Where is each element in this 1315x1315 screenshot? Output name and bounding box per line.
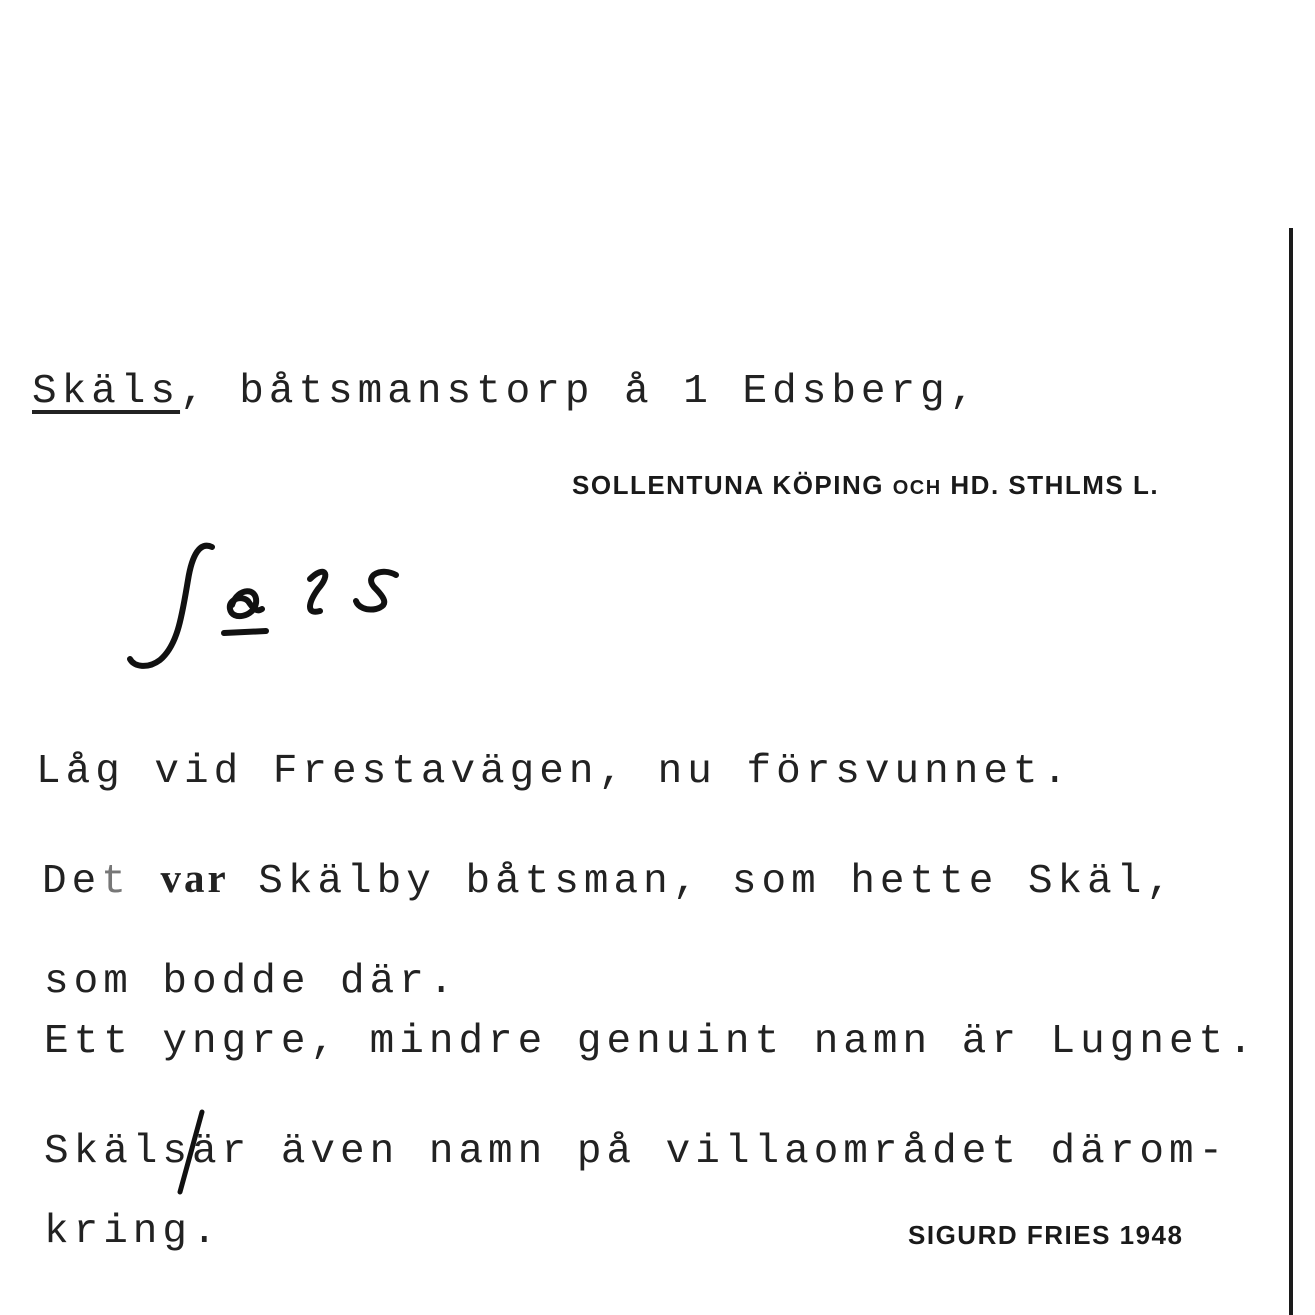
body-line-3: som bodde där. — [44, 959, 459, 1005]
location-stamp: SOLLENTUNA KÖPING OCH HD. STHLMS L. — [572, 470, 1160, 500]
headword: Skäls — [32, 369, 181, 415]
body-line-1: Låg vid Frestavägen, nu försvunnet. — [36, 749, 1073, 795]
handwritten-pronunciation — [120, 535, 420, 685]
inserted-word: var — [160, 855, 229, 901]
heading-line — [32, 369, 980, 415]
heading-description: , båtsmanstorp å 1 Edsberg, — [180, 369, 980, 415]
card-edge-line — [1289, 228, 1293, 1315]
body-line-6: kring. — [44, 1209, 222, 1255]
body-line-4: Ett yngre, mindre genuint namn är Lugnet. — [44, 1019, 1258, 1065]
handwritten-slash — [170, 1108, 210, 1198]
body-line-5: Skälsär även namn på villaområdet därom- — [44, 1129, 1229, 1175]
signature-stamp: SIGURD FRIES 1948 — [908, 1220, 1184, 1250]
body-line-2: Det var Skälby båtsman, som hette Skäl, — [42, 855, 1176, 905]
